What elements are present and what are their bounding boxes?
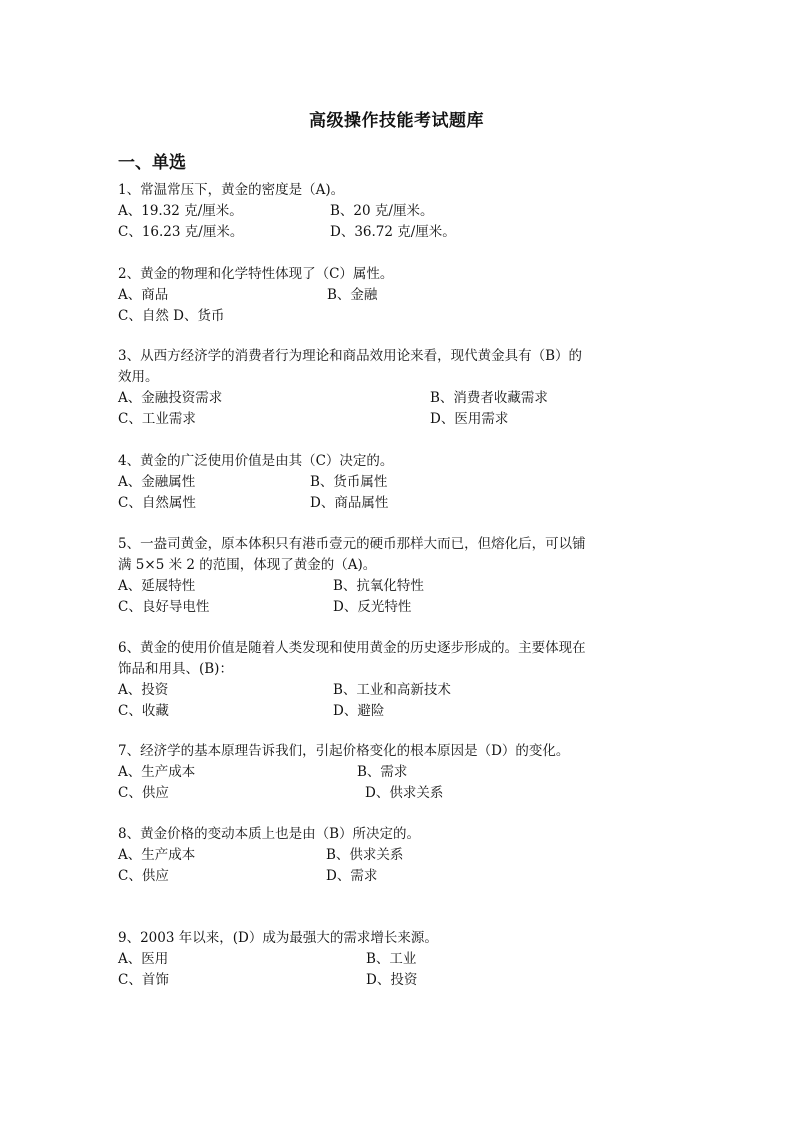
answer-option: A、金融投资需求 (118, 390, 223, 406)
answer-option: C、供应 (118, 868, 169, 884)
answer-option: A、金融属性 (118, 474, 196, 490)
answer-option: B、货币属性 (310, 474, 388, 490)
answer-option: C、收藏 (118, 703, 169, 719)
question-stem: 7、经济学的基本原理告诉我们，引起价格变化的根本原因是（D）的变化。 (118, 743, 570, 759)
answer-option: D、36.72 克/厘米。 (330, 224, 456, 240)
document-title: 高级操作技能考试题库 (309, 111, 484, 131)
question-stem: 2、黄金的物理和化学特性体现了（C）属性。 (118, 266, 394, 282)
answer-option: D、商品属性 (310, 495, 389, 511)
answer-option: C、16.23 克/厘米。 (118, 224, 244, 240)
answer-option: A、商品 (118, 287, 169, 303)
answer-option: B、抗氧化特性 (333, 578, 424, 594)
question-stem: 4、黄金的广泛使用价值是由其（C）决定的。 (118, 453, 394, 469)
answer-option: D、反光特性 (333, 599, 412, 615)
answer-option: A、医用 (118, 951, 169, 967)
answer-option: D、避险 (333, 703, 385, 719)
question-stem: 9、2003 年以来，(D）成为最强大的需求增长来源。 (118, 930, 438, 946)
question-stem: 效用。 (118, 369, 159, 385)
answer-option: A、生产成本 (118, 764, 196, 780)
answer-option: B、需求 (357, 764, 408, 780)
answer-option: C、自然 D、货币 (118, 308, 225, 324)
answer-option: C、工业需求 (118, 411, 196, 427)
section-heading: 一、单选 (118, 153, 186, 173)
answer-option: B、工业 (366, 951, 417, 967)
answer-option: D、供求关系 (365, 785, 444, 801)
answer-option: B、供求关系 (326, 847, 404, 863)
answer-option: A、投资 (118, 682, 169, 698)
answer-option: A、19.32 克/厘米。 (118, 203, 243, 219)
answer-option: A、生产成本 (118, 847, 196, 863)
answer-option: D、需求 (326, 868, 378, 884)
answer-option: B、工业和高新技术 (333, 682, 451, 698)
answer-option: D、医用需求 (430, 411, 509, 427)
answer-option: B、20 克/厘米。 (330, 203, 434, 219)
question-stem: 8、黄金价格的变动本质上也是由（B）所决定的。 (118, 826, 421, 842)
question-stem: 1、常温常压下，黄金的密度是（A)。 (118, 182, 345, 198)
answer-option: C、首饰 (118, 972, 169, 988)
answer-option: B、金融 (327, 287, 378, 303)
question-stem: 5、一盎司黄金，原本体积只有港币壹元的硬币那样大而已，但熔化后，可以铺 (118, 536, 586, 552)
answer-option: B、消费者收藏需求 (430, 390, 548, 406)
question-stem: 3、从西方经济学的消费者行为理论和商品效用论来看，现代黄金具有（B）的 (118, 348, 583, 364)
answer-option: C、良好导电性 (118, 599, 210, 615)
answer-option: C、自然属性 (118, 495, 196, 511)
answer-option: A、延展特性 (118, 578, 196, 594)
question-stem: 饰品和用具、(B)： (118, 661, 233, 677)
answer-option: C、供应 (118, 785, 169, 801)
answer-option: D、投资 (366, 972, 418, 988)
question-stem: 满 5×5 米 2 的范围，体现了黄金的（A)。 (118, 557, 377, 573)
question-stem: 6、黄金的使用价值是随着人类发现和使用黄金的历史逐步形成的。主要体现在 (118, 640, 586, 656)
